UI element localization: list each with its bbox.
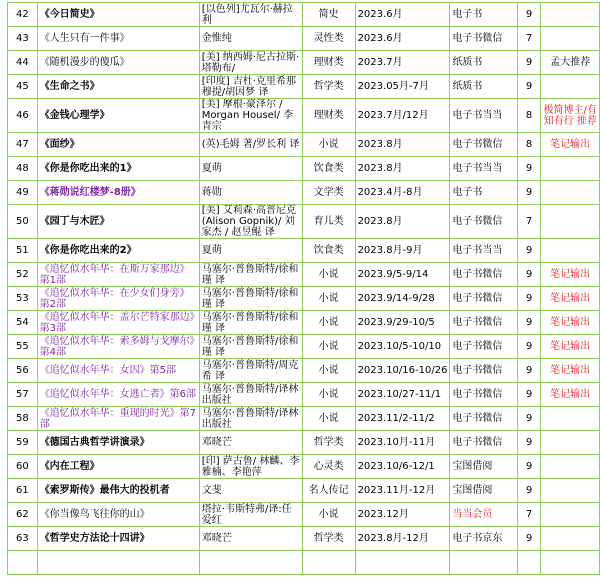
format-cell[interactable]: 当当会员 [450,503,517,527]
note-cell[interactable] [541,431,600,455]
book-title-cell[interactable]: 《追忆似水年华：盖尔芒特家那边》第3部 [37,311,199,335]
note-cell[interactable] [541,3,600,27]
book-title-cell[interactable]: 《追忆似水年华：女逃亡者》第6部 [37,383,199,407]
read-date-cell[interactable]: 2023.9/5-9/14 [355,263,450,287]
book-title-cell[interactable]: 《生命之书》 [37,75,199,99]
book-title-cell[interactable]: 《追忆似水年华：重现的时光》第7部 [37,407,199,431]
note-cell[interactable] [541,157,600,181]
author-cell[interactable]: 马塞尔·普鲁斯特/徐和瑾 译 [199,311,302,335]
author-cell[interactable]: [印度] 吉杜·克里希那穆提/胡因梦 译 [199,75,302,99]
table-row [8,75,600,99]
format-cell[interactable]: 纸质书 [450,75,517,99]
rating-cell[interactable]: 9 [517,383,541,407]
rating-cell[interactable]: 7 [517,205,541,239]
row-number-cell[interactable]: 61 [8,479,38,503]
note-cell[interactable]: 笔记输出 [541,311,600,335]
read-date-cell[interactable]: 2023.10/27-11/1 [355,383,450,407]
read-date-cell[interactable]: 2023.10月-11月 [355,431,450,455]
read-date-cell[interactable]: 2023.05月-7月 [355,75,450,99]
note-cell[interactable] [541,551,600,575]
category-cell[interactable]: 灵性类 [302,27,355,51]
author-cell[interactable]: 夏萌 [199,157,302,181]
read-date-cell[interactable]: 2023.11/2-11/2 [355,407,450,431]
book-title-cell[interactable]: 《蒋勋说红楼梦-8册》 [37,181,199,205]
category-cell[interactable]: 小说 [302,335,355,359]
note-cell[interactable]: 笔记输出 [541,383,600,407]
book-title-cell[interactable]: 《索罗斯传》最伟大的投机者 [37,479,199,503]
rating-cell[interactable]: 9 [517,3,541,27]
row-number-cell[interactable]: 57 [8,383,38,407]
format-cell[interactable]: 电子书当当 [450,239,517,263]
table-row [8,551,600,575]
author-cell[interactable]: 马塞尔·普鲁斯特/徐和瑾 译 [199,335,302,359]
author-cell[interactable]: 金惟纯 [199,27,302,51]
category-cell[interactable]: 小说 [302,287,355,311]
note-cell[interactable] [541,75,600,99]
rating-cell[interactable]: 9 [517,181,541,205]
author-cell[interactable]: [以色列]尤瓦尔·赫拉利 [199,3,302,27]
read-date-cell[interactable]: 2023.6月 [355,3,450,27]
read-date-cell[interactable]: 2023.10/5-10/10 [355,335,450,359]
table-row [8,383,600,407]
category-cell[interactable]: 名人传记 [302,479,355,503]
read-date-cell[interactable]: 2023.9/14-9/28 [355,287,450,311]
format-cell[interactable]: 电子书微信 [450,27,517,51]
note-cell[interactable]: 笔记输出 [541,359,600,383]
rating-cell[interactable]: 9 [517,335,541,359]
book-title-cell[interactable] [37,551,199,575]
format-cell[interactable]: 电子书微信 [450,359,517,383]
category-cell[interactable]: 哲学类 [302,527,355,551]
format-cell[interactable]: 电子书京东 [450,527,517,551]
rating-cell[interactable]: 8 [517,99,541,133]
row-number-cell[interactable]: 50 [8,205,38,239]
row-number-cell[interactable]: 62 [8,503,38,527]
author-cell[interactable]: [美] 摩根·豪泽尔 / Morgan Housel/ 李青宗 [199,99,302,133]
category-cell[interactable]: 理财类 [302,51,355,75]
rating-cell[interactable]: 9 [517,359,541,383]
category-cell[interactable] [302,551,355,575]
table-row [8,455,600,479]
author-cell[interactable] [199,551,302,575]
row-number-cell[interactable]: 49 [8,181,38,205]
author-cell[interactable]: 蒋勋 [199,181,302,205]
rating-cell[interactable]: 9 [517,431,541,455]
table-row [8,27,600,51]
book-title-cell[interactable]: 《金钱心理学》 [37,99,199,133]
read-date-cell[interactable] [355,551,450,575]
table-row [8,51,600,75]
category-cell[interactable]: 哲学类 [302,431,355,455]
note-cell[interactable] [541,527,600,551]
book-title-cell[interactable]: 《人生只有一件事》 [37,27,199,51]
table-row [8,3,600,27]
reading-list-table [7,2,600,575]
author-cell[interactable]: [印] 萨古鲁/ 林麟、李雅楠、李艳萍 [199,455,302,479]
rating-cell[interactable]: 9 [517,407,541,431]
table-row [8,431,600,455]
row-number-cell[interactable]: 44 [8,51,38,75]
row-number-cell[interactable]: 42 [8,3,38,27]
note-cell[interactable]: 笔记输出 [541,133,600,157]
row-number-cell[interactable]: 63 [8,527,38,551]
row-number-cell[interactable]: 43 [8,27,38,51]
rating-cell[interactable]: 9 [517,311,541,335]
read-date-cell[interactable]: 2023.8月 [355,133,450,157]
read-date-cell[interactable]: 2023.6月 [355,27,450,51]
row-number-cell[interactable]: 45 [8,75,38,99]
format-cell[interactable]: 电子书当当 [450,157,517,181]
read-date-cell[interactable]: 2023.8月 [355,205,450,239]
note-cell[interactable]: 孟大推荐 [541,51,600,75]
book-title-cell[interactable]: 《你当像鸟飞往你的山》 [37,503,199,527]
read-date-cell[interactable]: 2023.8月-12月 [355,527,450,551]
note-cell[interactable]: 笔记输出 [541,263,600,287]
category-cell[interactable]: 饮食类 [302,239,355,263]
category-cell[interactable]: 理财类 [302,99,355,133]
table-row [8,239,600,263]
author-cell[interactable]: 马塞尔·普鲁斯特/徐和瑾 译 [199,287,302,311]
table-row [8,503,600,527]
author-cell[interactable]: 马塞尔·普鲁斯特/译林出版社 [199,407,302,431]
rating-cell[interactable]: 9 [517,527,541,551]
row-number-cell[interactable]: 55 [8,335,38,359]
book-title-cell[interactable]: 《今日简史》 [37,3,199,27]
row-number-cell[interactable] [8,551,38,575]
format-cell[interactable]: 电子书微信 [450,287,517,311]
read-date-cell[interactable]: 2023.10/16-10/26 [355,359,450,383]
category-cell[interactable]: 小说 [302,503,355,527]
rating-cell[interactable]: 9 [517,263,541,287]
category-cell[interactable]: 小说 [302,383,355,407]
category-cell[interactable]: 小说 [302,263,355,287]
author-cell[interactable]: 邓晓芒 [199,431,302,455]
book-title-cell[interactable]: 《追忆似水年华：在斯万家那边》第1部 [37,263,199,287]
category-cell[interactable]: 小说 [302,133,355,157]
table-row [8,479,600,503]
author-cell[interactable]: [美] 纳西姆·尼古拉斯·塔勒布/ [199,51,302,75]
read-date-cell[interactable]: 2023.7月/12月 [355,99,450,133]
rating-cell[interactable]: 9 [517,51,541,75]
author-cell[interactable]: 马塞尔·普鲁斯特/译林出版社 [199,383,302,407]
format-cell[interactable]: 纸质书 [450,51,517,75]
rating-cell[interactable]: 7 [517,27,541,51]
read-date-cell[interactable]: 2023.8月-9月 [355,239,450,263]
table-row [8,407,600,431]
category-cell[interactable]: 小说 [302,311,355,335]
read-date-cell[interactable]: 2023.9/29-10/5 [355,311,450,335]
category-cell[interactable]: 饮食类 [302,157,355,181]
table-row [8,287,600,311]
row-number-cell[interactable]: 56 [8,359,38,383]
row-number-cell[interactable]: 60 [8,455,38,479]
rating-cell[interactable]: 8 [517,133,541,157]
rating-cell[interactable]: 9 [517,75,541,99]
table-body [8,3,600,575]
format-cell[interactable]: 电子书当当 [450,99,517,133]
note-cell[interactable]: 极简博主/有知有行 推荐 [541,99,600,133]
note-cell[interactable] [541,181,600,205]
author-cell[interactable]: 马塞尔·普鲁斯特/周克希 译 [199,359,302,383]
author-cell[interactable]: (英)毛姆 著/罗长利 译 [199,133,302,157]
row-number-cell[interactable]: 54 [8,311,38,335]
category-cell[interactable]: 文学类 [302,181,355,205]
format-cell[interactable] [450,551,517,575]
table-row [8,263,600,287]
format-cell[interactable]: 电子书微信 [450,311,517,335]
read-date-cell[interactable]: 2023.11月-12月 [355,479,450,503]
book-title-cell[interactable]: 《追忆似水年华：在少女们身旁》第2部 [37,287,199,311]
note-cell[interactable] [541,503,600,527]
category-cell[interactable]: 简史 [302,3,355,27]
format-cell[interactable]: 电子书微信 [450,383,517,407]
note-cell[interactable] [541,27,600,51]
author-cell[interactable]: 夏萌 [199,239,302,263]
format-cell[interactable]: 宝图借阅 [450,455,517,479]
category-cell[interactable]: 育儿类 [302,205,355,239]
note-cell[interactable]: 笔记输出 [541,287,600,311]
read-date-cell[interactable]: 2023.4月-8月 [355,181,450,205]
category-cell[interactable]: 小说 [302,407,355,431]
book-title-cell[interactable]: 《内在工程》 [37,455,199,479]
rating-cell[interactable] [517,551,541,575]
table-row [8,527,600,551]
note-cell[interactable]: 笔记输出 [541,335,600,359]
row-number-cell[interactable]: 52 [8,263,38,287]
format-cell[interactable]: 宝图借阅 [450,479,517,503]
read-date-cell[interactable]: 2023.12月 [355,503,450,527]
note-cell[interactable] [541,239,600,263]
note-cell[interactable] [541,407,600,431]
row-number-cell[interactable]: 47 [8,133,38,157]
author-cell[interactable]: 马塞尔·普鲁斯特/徐和瑾 译 [199,263,302,287]
row-number-cell[interactable]: 51 [8,239,38,263]
table-row [8,359,600,383]
table-row [8,133,600,157]
note-cell[interactable] [541,479,600,503]
note-cell[interactable] [541,205,600,239]
format-cell[interactable]: 电子书微信 [450,133,517,157]
book-title-cell[interactable]: 《你是你吃出来的1》 [37,157,199,181]
category-cell[interactable]: 心灵类 [302,455,355,479]
book-title-cell[interactable]: 《随机漫步的傻瓜》 [37,51,199,75]
format-cell[interactable]: 电子书微信 [450,263,517,287]
book-title-cell[interactable]: 《德国古典哲学讲演录》 [37,431,199,455]
rating-cell[interactable]: 7 [517,503,541,527]
format-cell[interactable]: 电子书微信 [450,335,517,359]
row-number-cell[interactable]: 53 [8,287,38,311]
format-cell[interactable]: 电子书 [450,3,517,27]
format-cell[interactable]: 电子书微信 [450,431,517,455]
author-cell[interactable]: 邓晓芒 [199,527,302,551]
row-number-cell[interactable]: 58 [8,407,38,431]
table-row [8,311,600,335]
book-title-cell[interactable]: 《园丁与木匠》 [37,205,199,239]
author-cell[interactable]: [美] 艾莉森·高普尼克 (Alison Gopnik)/ 刘家杰 / 赵昱鲲 译 [199,205,302,239]
note-cell[interactable] [541,455,600,479]
read-date-cell[interactable]: 2023.10/6-12/1 [355,455,450,479]
format-cell[interactable]: 电子书微信 [450,407,517,431]
row-number-cell[interactable]: 59 [8,431,38,455]
read-date-cell[interactable]: 2023.8月 [355,157,450,181]
rating-cell[interactable]: 9 [517,239,541,263]
rating-cell[interactable]: 9 [517,157,541,181]
author-cell[interactable]: 塔拉·韦斯特弗/译:任爱红 [199,503,302,527]
rating-cell[interactable]: 9 [517,479,541,503]
table-row [8,205,600,239]
row-number-cell[interactable]: 48 [8,157,38,181]
rating-cell[interactable]: 9 [517,455,541,479]
table-row [8,181,600,205]
format-cell[interactable]: 电子书微信 [450,205,517,239]
author-cell[interactable]: 文斐 [199,479,302,503]
book-title-cell[interactable]: 《哲学史方法论十四讲》 [37,527,199,551]
row-number-cell[interactable]: 46 [8,99,38,133]
book-title-cell[interactable]: 《追忆似水年华：女囚》第5部 [37,359,199,383]
read-date-cell[interactable]: 2023.7月 [355,51,450,75]
table-row [8,335,600,359]
rating-cell[interactable]: 9 [517,287,541,311]
category-cell[interactable]: 小说 [302,359,355,383]
book-title-cell[interactable]: 《你是你吃出来的2》 [37,239,199,263]
format-cell[interactable]: 电子书 [450,181,517,205]
book-title-cell[interactable]: 《追忆似水年华：索多姆与戈摩尔》第4部 [37,335,199,359]
category-cell[interactable]: 哲学类 [302,75,355,99]
book-title-cell[interactable]: 《面纱》 [37,133,199,157]
table-row [8,157,600,181]
table-row [8,99,600,133]
